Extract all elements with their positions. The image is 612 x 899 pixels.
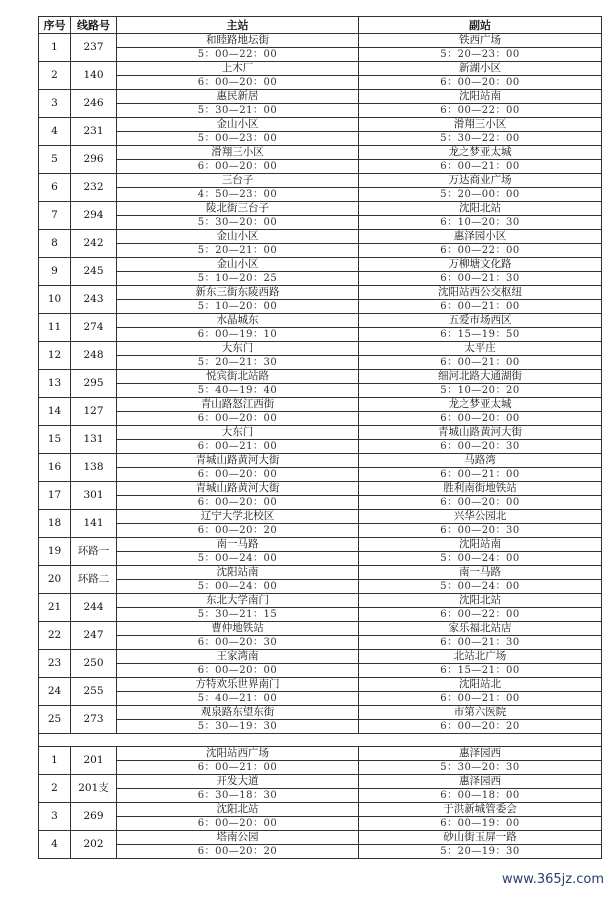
table-row xyxy=(39,398,602,412)
line-number: 201支 xyxy=(71,775,117,803)
watermark: www.365jz.com xyxy=(502,872,604,887)
main-station-time: 5：10—20：00 xyxy=(117,300,359,314)
main-station-name: 青城山路黄河大街 xyxy=(117,482,359,496)
sub-station-time: 6：10—20：30 xyxy=(359,216,602,230)
header-sub-station: 副站 xyxy=(359,17,602,34)
main-station-time: 5：20—21：00 xyxy=(117,244,359,258)
row-number: 3 xyxy=(39,803,71,831)
table-row xyxy=(39,678,602,692)
sub-station-name: 万达商业广场 xyxy=(359,174,602,188)
sub-station-name: 惠泽园小区 xyxy=(359,230,602,244)
table-row-times xyxy=(39,496,602,510)
row-number: 17 xyxy=(39,482,71,510)
sub-station-time: 6：15—19：50 xyxy=(359,328,602,342)
row-number: 11 xyxy=(39,314,71,342)
sub-station-time: 6：00—20：00 xyxy=(359,412,602,426)
row-number: 6 xyxy=(39,174,71,202)
table-row-times xyxy=(39,580,602,594)
line-number: 295 xyxy=(71,370,117,398)
table-row-times xyxy=(39,76,602,90)
main-station-time: 5：30—19：30 xyxy=(117,720,359,734)
table-row xyxy=(39,706,602,720)
main-station-name: 大东门 xyxy=(117,426,359,440)
table-row xyxy=(39,90,602,104)
main-station-time: 6：00—19：10 xyxy=(117,328,359,342)
table-row xyxy=(39,454,602,468)
main-station-time: 5：30—20：00 xyxy=(117,216,359,230)
sub-station-name: 北站北广场 xyxy=(359,650,602,664)
sub-station-name: 南一马路 xyxy=(359,566,602,580)
row-number: 23 xyxy=(39,650,71,678)
main-station-name: 开发大道 xyxy=(117,775,359,789)
row-number: 5 xyxy=(39,146,71,174)
main-station-name: 王家湾南 xyxy=(117,650,359,664)
table-row xyxy=(39,146,602,160)
main-station-name: 三台子 xyxy=(117,174,359,188)
main-station-name: 辽宁大学北校区 xyxy=(117,510,359,524)
main-station-name: 惠民新居 xyxy=(117,90,359,104)
sub-station-time: 6：00—21：30 xyxy=(359,636,602,650)
table-row-times xyxy=(39,160,602,174)
table-row xyxy=(39,202,602,216)
sub-station-name: 沈阳站南 xyxy=(359,538,602,552)
line-number: 269 xyxy=(71,803,117,831)
row-number: 9 xyxy=(39,258,71,286)
table-row-times xyxy=(39,552,602,566)
sub-station-time: 6：00—21：30 xyxy=(359,272,602,286)
row-number: 24 xyxy=(39,678,71,706)
table-row-times xyxy=(39,692,602,706)
sub-station-time: 5：20—19：30 xyxy=(359,845,602,859)
sub-station-time: 6：15—21：00 xyxy=(359,664,602,678)
table-row xyxy=(39,510,602,524)
table-body xyxy=(39,34,602,859)
line-number: 255 xyxy=(71,678,117,706)
main-station-time: 5：40—21：00 xyxy=(117,692,359,706)
line-number: 250 xyxy=(71,650,117,678)
header-line: 线路号 xyxy=(71,17,117,34)
sub-station-name: 龙之梦亚太城 xyxy=(359,146,602,160)
sub-station-name: 沈阳站西公交枢纽 xyxy=(359,286,602,300)
line-number: 127 xyxy=(71,398,117,426)
main-station-name: 上木厂 xyxy=(117,62,359,76)
sub-station-time: 6：00—22：00 xyxy=(359,608,602,622)
line-number: 296 xyxy=(71,146,117,174)
main-station-name: 悦宾街北站路 xyxy=(117,370,359,384)
sub-station-name: 青城山路黄河大街 xyxy=(359,426,602,440)
table-row-times xyxy=(39,636,602,650)
line-number: 248 xyxy=(71,342,117,370)
sub-station-time: 5：20—00：00 xyxy=(359,188,602,202)
sub-station-name: 惠泽园西 xyxy=(359,775,602,789)
sub-station-time: 6：00—21：00 xyxy=(359,300,602,314)
sub-station-time: 6：00—21：00 xyxy=(359,692,602,706)
sub-station-time: 6：00—20：30 xyxy=(359,524,602,538)
table-row xyxy=(39,258,602,272)
table-row-times xyxy=(39,244,602,258)
table-row-times xyxy=(39,468,602,482)
row-number: 8 xyxy=(39,230,71,258)
sub-station-name: 新湖小区 xyxy=(359,62,602,76)
sub-station-time: 5：10—20：20 xyxy=(359,384,602,398)
table-row-times xyxy=(39,328,602,342)
line-number: 247 xyxy=(71,622,117,650)
sub-station-name: 惠泽园西 xyxy=(359,747,602,761)
table-row-times xyxy=(39,188,602,202)
table-row-times xyxy=(39,104,602,118)
row-number: 1 xyxy=(39,34,71,62)
sub-station-time: 5：20—23：00 xyxy=(359,48,602,62)
header-main-station: 主站 xyxy=(117,17,359,34)
main-station-time: 5：30—21：00 xyxy=(117,104,359,118)
line-number: 202 xyxy=(71,831,117,859)
main-station-time: 6：00—21：00 xyxy=(117,761,359,775)
table-row xyxy=(39,174,602,188)
sub-station-name: 马路湾 xyxy=(359,454,602,468)
table-row xyxy=(39,594,602,608)
row-number: 20 xyxy=(39,566,71,594)
main-station-name: 金山小区 xyxy=(117,118,359,132)
line-number: 244 xyxy=(71,594,117,622)
sub-station-time: 6：00—18：00 xyxy=(359,789,602,803)
table-row xyxy=(39,286,602,300)
row-number: 3 xyxy=(39,90,71,118)
table-row xyxy=(39,622,602,636)
line-number: 232 xyxy=(71,174,117,202)
sub-station-time: 6：00—20：00 xyxy=(359,76,602,90)
row-number: 25 xyxy=(39,706,71,734)
main-station-time: 5：00—24：00 xyxy=(117,580,359,594)
main-station-name: 沈阳站西广场 xyxy=(117,747,359,761)
table-row xyxy=(39,370,602,384)
line-number: 237 xyxy=(71,34,117,62)
sub-station-time: 5：00—24：00 xyxy=(359,580,602,594)
row-number: 16 xyxy=(39,454,71,482)
main-station-time: 6：00—20：00 xyxy=(117,76,359,90)
sub-station-name: 万柳塘文化路 xyxy=(359,258,602,272)
table-row xyxy=(39,831,602,845)
main-station-name: 新东三街东陵西路 xyxy=(117,286,359,300)
sub-station-time: 5：00—24：00 xyxy=(359,552,602,566)
sub-station-name: 滑翔三小区 xyxy=(359,118,602,132)
main-station-time: 6：00—20：00 xyxy=(117,817,359,831)
row-number: 1 xyxy=(39,747,71,775)
main-station-time: 5：10—20：25 xyxy=(117,272,359,286)
row-number: 2 xyxy=(39,775,71,803)
main-station-time: 5：40—19：40 xyxy=(117,384,359,398)
row-number: 7 xyxy=(39,202,71,230)
table-row-times xyxy=(39,384,602,398)
main-station-name: 方特欢乐世界南门 xyxy=(117,678,359,692)
line-number: 138 xyxy=(71,454,117,482)
main-station-name: 青城山路黄河大街 xyxy=(117,454,359,468)
main-station-time: 6：00—20：00 xyxy=(117,412,359,426)
sub-station-name: 市第六医院 xyxy=(359,706,602,720)
main-station-name: 大东门 xyxy=(117,342,359,356)
table-row-times xyxy=(39,524,602,538)
row-number: 21 xyxy=(39,594,71,622)
row-number: 15 xyxy=(39,426,71,454)
sub-station-name: 于洪新城管委会 xyxy=(359,803,602,817)
sub-station-time: 5：30—20：30 xyxy=(359,761,602,775)
sub-station-name: 龙之梦亚太城 xyxy=(359,398,602,412)
main-station-time: 4：50—23：00 xyxy=(117,188,359,202)
table-row xyxy=(39,34,602,48)
main-station-name: 曹仲地铁站 xyxy=(117,622,359,636)
sub-station-time: 6：00—21：00 xyxy=(359,160,602,174)
main-station-name: 沈阳北站 xyxy=(117,803,359,817)
sub-station-name: 细河北路大通湖街 xyxy=(359,370,602,384)
row-number: 2 xyxy=(39,62,71,90)
main-station-time: 6：00—20：20 xyxy=(117,845,359,859)
main-station-time: 6：00—20：00 xyxy=(117,160,359,174)
main-station-name: 陵北街三台子 xyxy=(117,202,359,216)
table-row xyxy=(39,314,602,328)
table-header xyxy=(39,17,602,34)
line-number: 131 xyxy=(71,426,117,454)
table-row xyxy=(39,230,602,244)
table-row xyxy=(39,342,602,356)
table-row xyxy=(39,62,602,76)
sub-station-time: 6：00—20：00 xyxy=(359,496,602,510)
table-row-times xyxy=(39,761,602,775)
table-row xyxy=(39,566,602,580)
table-row xyxy=(39,650,602,664)
sub-station-time: 6：00—21：00 xyxy=(359,356,602,370)
separator-cell xyxy=(39,734,602,747)
main-station-name: 塔南公园 xyxy=(117,831,359,845)
table-row xyxy=(39,426,602,440)
line-number: 环路一 xyxy=(71,538,117,566)
table-row-times xyxy=(39,608,602,622)
table-row-times xyxy=(39,272,602,286)
line-number: 274 xyxy=(71,314,117,342)
main-station-name: 和睦路地坛街 xyxy=(117,34,359,48)
table-row xyxy=(39,747,602,761)
sub-station-time: 5：30—22：00 xyxy=(359,132,602,146)
sub-station-name: 沈阳站南 xyxy=(359,90,602,104)
table-row-times xyxy=(39,789,602,803)
row-number: 10 xyxy=(39,286,71,314)
sub-station-time: 6：00—20：20 xyxy=(359,720,602,734)
main-station-name: 南一马路 xyxy=(117,538,359,552)
line-number: 243 xyxy=(71,286,117,314)
main-station-name: 观泉路东望东街 xyxy=(117,706,359,720)
sub-station-name: 沈阳北站 xyxy=(359,202,602,216)
row-number: 4 xyxy=(39,118,71,146)
table-row-times xyxy=(39,356,602,370)
main-station-time: 6：00—20：00 xyxy=(117,664,359,678)
table-row-times xyxy=(39,48,602,62)
sub-station-name: 太平庄 xyxy=(359,342,602,356)
line-number: 环路二 xyxy=(71,566,117,594)
table-row-times xyxy=(39,720,602,734)
line-number: 273 xyxy=(71,706,117,734)
row-number: 22 xyxy=(39,622,71,650)
table-row-times xyxy=(39,440,602,454)
table-row-times xyxy=(39,300,602,314)
sub-station-time: 6：00—19：00 xyxy=(359,817,602,831)
table-row-times xyxy=(39,664,602,678)
table-row-times xyxy=(39,132,602,146)
table-row-times xyxy=(39,412,602,426)
table-row xyxy=(39,482,602,496)
row-number: 19 xyxy=(39,538,71,566)
main-station-time: 5：00—22：00 xyxy=(117,48,359,62)
sub-station-name: 砂山街玉屏一路 xyxy=(359,831,602,845)
main-station-name: 金山小区 xyxy=(117,230,359,244)
sub-station-name: 胜利南街地铁站 xyxy=(359,482,602,496)
sub-station-time: 6：00—20：30 xyxy=(359,440,602,454)
sub-station-name: 铁西广场 xyxy=(359,34,602,48)
section-separator xyxy=(39,734,602,747)
main-station-time: 6：00—20：00 xyxy=(117,468,359,482)
sub-station-name: 五爱市场西区 xyxy=(359,314,602,328)
main-station-time: 6：00—20：30 xyxy=(117,636,359,650)
line-number: 141 xyxy=(71,510,117,538)
header-no: 序号 xyxy=(39,17,71,34)
table-row-times xyxy=(39,817,602,831)
table-row xyxy=(39,775,602,789)
sub-station-name: 家乐福北站店 xyxy=(359,622,602,636)
row-number: 18 xyxy=(39,510,71,538)
main-station-time: 6：30—18：30 xyxy=(117,789,359,803)
line-number: 231 xyxy=(71,118,117,146)
main-station-time: 5：00—24：00 xyxy=(117,552,359,566)
main-station-time: 5：30—21：15 xyxy=(117,608,359,622)
main-station-time: 5：20—21：30 xyxy=(117,356,359,370)
line-number: 242 xyxy=(71,230,117,258)
row-number: 14 xyxy=(39,398,71,426)
main-station-time: 6：00—20：20 xyxy=(117,524,359,538)
main-station-time: 6：00—21：00 xyxy=(117,440,359,454)
table-row-times xyxy=(39,845,602,859)
table-row xyxy=(39,118,602,132)
sub-station-time: 6：00—22：00 xyxy=(359,104,602,118)
main-station-name: 金山小区 xyxy=(117,258,359,272)
main-station-time: 5：00—23：00 xyxy=(117,132,359,146)
line-number: 301 xyxy=(71,482,117,510)
line-number: 245 xyxy=(71,258,117,286)
row-number: 12 xyxy=(39,342,71,370)
main-station-name: 东北大学南门 xyxy=(117,594,359,608)
table-row xyxy=(39,803,602,817)
sub-station-name: 沈阳站北 xyxy=(359,678,602,692)
row-number: 4 xyxy=(39,831,71,859)
line-number: 140 xyxy=(71,62,117,90)
table-row-times xyxy=(39,216,602,230)
sub-station-name: 兴华公园北 xyxy=(359,510,602,524)
bus-schedule-table xyxy=(38,16,602,859)
line-number: 201 xyxy=(71,747,117,775)
line-number: 246 xyxy=(71,90,117,118)
sub-station-time: 6：00—21：00 xyxy=(359,468,602,482)
main-station-time: 6：00—20：00 xyxy=(117,496,359,510)
sub-station-time: 6：00—22：00 xyxy=(359,244,602,258)
main-station-name: 滑翔三小区 xyxy=(117,146,359,160)
main-station-name: 青山路怒江西街 xyxy=(117,398,359,412)
sub-station-name: 沈阳北站 xyxy=(359,594,602,608)
row-number: 13 xyxy=(39,370,71,398)
main-station-name: 水晶城东 xyxy=(117,314,359,328)
table-row xyxy=(39,538,602,552)
line-number: 294 xyxy=(71,202,117,230)
main-station-name: 沈阳站南 xyxy=(117,566,359,580)
